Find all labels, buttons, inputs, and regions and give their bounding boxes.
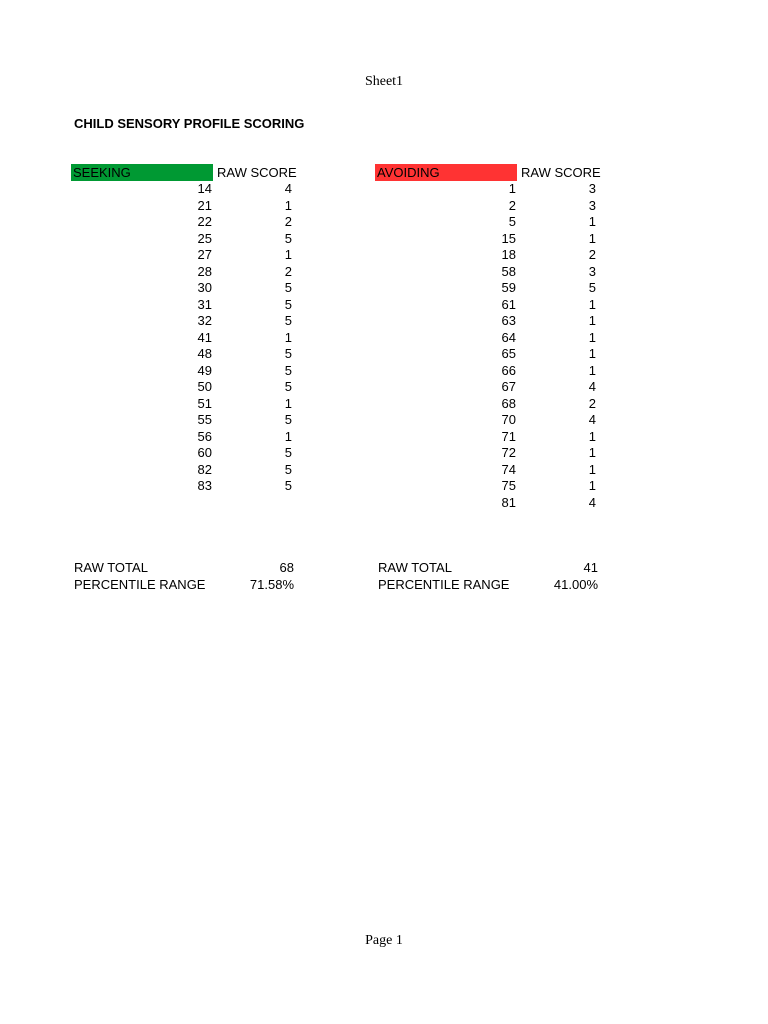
avoiding-totals xyxy=(378,559,598,593)
avoiding-item-number: 74 xyxy=(501,461,516,477)
seeking-raw-score: 5 xyxy=(284,362,292,378)
avoiding-item-number: 68 xyxy=(501,395,516,411)
seeking-item-number: 82 xyxy=(197,461,212,477)
avoiding-raw-score: 1 xyxy=(588,346,596,361)
avoiding-label: AVOIDING xyxy=(375,164,517,181)
avoiding-raw-score: 2 xyxy=(588,395,596,411)
seeking-raw-score: 1 xyxy=(284,395,292,411)
avoiding-item-number: 75 xyxy=(501,478,516,493)
avoiding-item-number: 72 xyxy=(501,445,516,460)
avoiding-raw-score: 4 xyxy=(588,379,596,394)
seeking-item-number: 25 xyxy=(197,230,212,246)
avoiding-item-number: 70 xyxy=(501,412,516,427)
avoiding-item-number: 65 xyxy=(501,346,516,361)
avoiding-raw-score: 1 xyxy=(588,461,596,477)
avoiding-raw-score: 4 xyxy=(588,412,596,427)
avoiding-item-number: 81 xyxy=(501,494,516,510)
seeking-raw-score: 4 xyxy=(284,181,292,196)
seeking-totals xyxy=(74,559,294,593)
seeking-item-number: 83 xyxy=(197,478,212,493)
seeking-item-number: 51 xyxy=(197,395,212,411)
avoiding-percentile-label: PERCENTILE RANGE xyxy=(378,577,510,592)
avoiding-raw-score: 1 xyxy=(588,428,596,444)
seeking-raw-score: 1 xyxy=(284,329,292,345)
avoiding-item-number: 64 xyxy=(501,329,516,345)
avoiding-raw-score: 1 xyxy=(588,478,596,493)
avoiding-raw-total-value: 41 xyxy=(583,560,598,575)
seeking-raw-score: 2 xyxy=(284,263,292,279)
seeking-raw-score: 5 xyxy=(284,379,292,394)
avoiding-item-number: 58 xyxy=(501,263,516,279)
seeking-raw-score: 5 xyxy=(284,230,292,246)
avoiding-raw-score: 3 xyxy=(588,263,596,279)
seeking-raw-total-label: RAW TOTAL xyxy=(74,560,148,575)
seeking-item-number: 56 xyxy=(197,428,212,444)
avoiding-raw-score: 3 xyxy=(588,181,596,196)
seeking-item-number: 32 xyxy=(197,313,212,328)
seeking-item-number: 30 xyxy=(197,280,212,295)
avoiding-item-number: 5 xyxy=(508,214,516,229)
avoiding-item-number: 18 xyxy=(501,247,516,262)
seeking-item-number: 27 xyxy=(197,247,212,262)
seeking-percentile-row xyxy=(74,576,294,593)
avoiding-item-number: 59 xyxy=(501,280,516,295)
avoiding-percentile-row xyxy=(378,576,598,593)
avoiding-raw-score: 1 xyxy=(588,445,596,460)
avoiding-raw-score: 1 xyxy=(588,329,596,345)
seeking-raw-score: 5 xyxy=(284,445,292,460)
seeking-item-number: 60 xyxy=(197,445,212,460)
seeking-item-number: 48 xyxy=(197,346,212,361)
avoiding-raw-score: 2 xyxy=(588,247,596,262)
avoiding-percentile-value: 41.00% xyxy=(553,577,598,592)
seeking-item-number: 14 xyxy=(197,181,212,196)
seeking-raw-score: 5 xyxy=(284,478,292,493)
page-title: CHILD SENSORY PROFILE SCORING xyxy=(74,116,305,131)
seeking-raw-total-value: 68 xyxy=(279,560,294,575)
avoiding-item-number: 15 xyxy=(501,230,516,246)
seeking-raw-score: 1 xyxy=(284,197,292,213)
seeking-raw-total-row xyxy=(74,559,294,576)
page-footer: Page 1 xyxy=(365,933,403,948)
avoiding-item-number: 2 xyxy=(508,197,516,213)
avoiding-item-number: 71 xyxy=(501,428,516,444)
avoiding-raw-score: 1 xyxy=(588,362,596,378)
avoiding-item-number: 63 xyxy=(501,313,516,328)
avoiding-item-number: 66 xyxy=(501,362,516,378)
seeking-raw-score-header: RAW SCORE xyxy=(217,165,297,180)
seeking-raw-score: 5 xyxy=(284,296,292,312)
page-header: Sheet1 xyxy=(364,74,404,89)
seeking-raw-score: 5 xyxy=(284,412,292,427)
seeking-raw-score: 5 xyxy=(284,280,292,295)
avoiding-raw-score: 1 xyxy=(588,230,596,246)
seeking-raw-score: 5 xyxy=(284,313,292,328)
avoiding-item-number: 67 xyxy=(501,379,516,394)
avoiding-item-number: 1 xyxy=(508,181,516,196)
seeking-raw-score: 1 xyxy=(284,428,292,444)
avoiding-raw-score: 1 xyxy=(588,296,596,312)
seeking-item-number: 49 xyxy=(197,362,212,378)
seeking-raw-score: 5 xyxy=(284,346,292,361)
avoiding-raw-score: 3 xyxy=(588,197,596,213)
seeking-raw-score: 2 xyxy=(284,214,292,229)
seeking-item-number: 50 xyxy=(197,379,212,394)
avoiding-raw-total-row xyxy=(378,559,598,576)
seeking-percentile-label: PERCENTILE RANGE xyxy=(74,577,206,592)
seeking-item-number: 21 xyxy=(197,197,212,213)
avoiding-raw-total-label: RAW TOTAL xyxy=(378,560,452,575)
avoiding-raw-score: 4 xyxy=(588,494,596,510)
avoiding-item-number: 61 xyxy=(501,296,516,312)
avoiding-raw-score: 1 xyxy=(588,313,596,328)
seeking-item-number: 28 xyxy=(197,263,212,279)
seeking-item-number: 55 xyxy=(197,412,212,427)
seeking-item-number: 41 xyxy=(197,329,212,345)
avoiding-raw-score-header: RAW SCORE xyxy=(521,165,601,180)
seeking-raw-score: 5 xyxy=(284,461,292,477)
avoiding-raw-score: 5 xyxy=(588,280,596,295)
seeking-item-number: 31 xyxy=(197,296,212,312)
avoiding-raw-score: 1 xyxy=(588,214,596,229)
seeking-raw-score: 1 xyxy=(284,247,292,262)
seeking-percentile-value: 71.58% xyxy=(249,577,294,592)
seeking-label: SEEKING xyxy=(71,164,213,181)
seeking-item-number: 22 xyxy=(197,214,212,229)
